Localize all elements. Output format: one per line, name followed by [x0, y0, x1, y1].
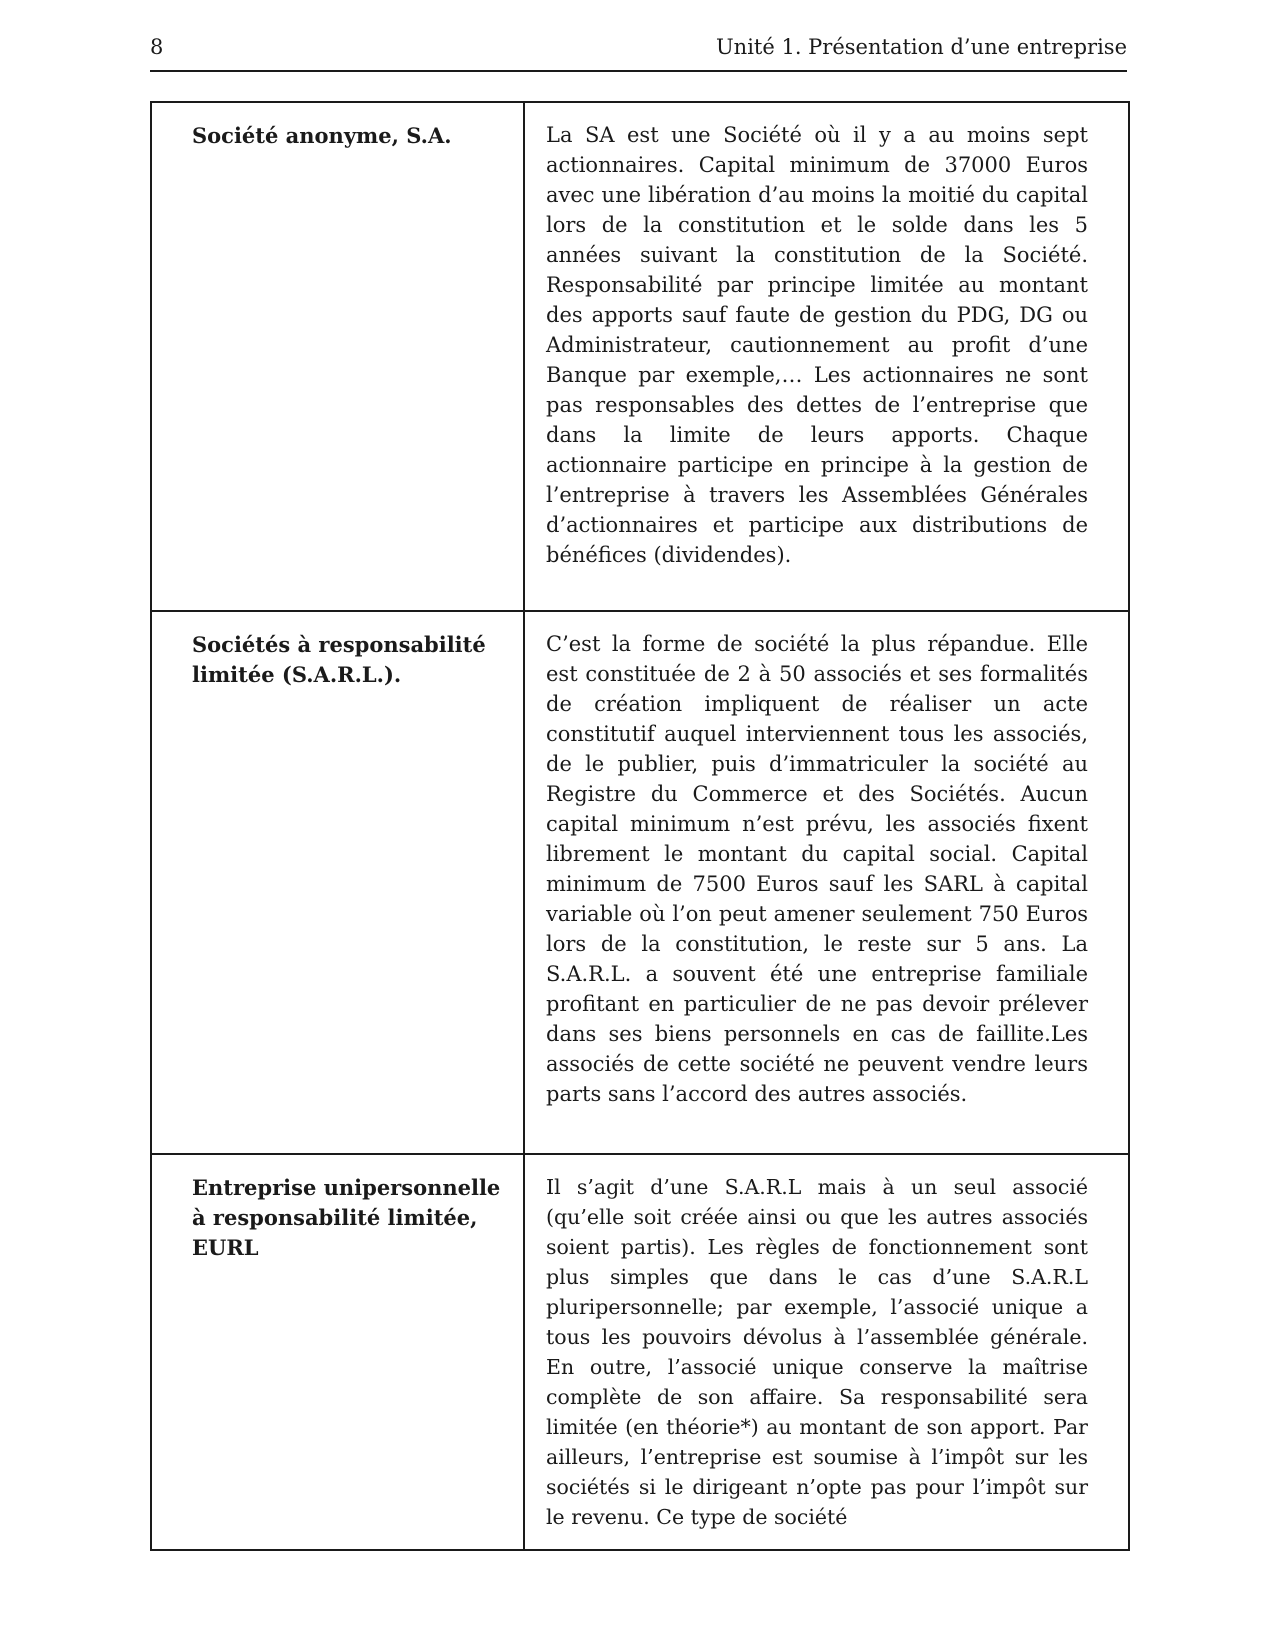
form-description: La SA est une Société où il y a au moins sept actionnaires. Capital minimum de 37000 Euros avec une libération d’au moins la moitié du capital lors de la constitution et le solde dans les 5 années suivant la constitution de la Société. Responsabilité par principe limitée au montant des apports sauf faute de gestion du PDG, DG ou Administrateur, cautionnement au profit d’une Banque par exemple,… Les actionnaires ne sont pas responsables des dettes de l’entreprise que dans la limite de leurs apports. Chaque actionnaire participe en principe à la gestion de l’entreprise à travers les Assemblées Générales d’actionnaires et participe aux distributions de bénéfices (dividendes). [546, 123, 1088, 567]
form-description: C’est la forme de société la plus répandue. Elle est constituée de 2 à 50 associés et ses formalités de création impliquent de réaliser un acte constitutif auquel interviennent tous les associés, de le publier, puis d’immatriculer la société au Registre du Commerce et des Sociétés. Aucun capital minimum n’est prévu, les associés fixent librement le montant du capital social. Capital minimum de 7500 Euros sauf les SARL à capital variable où l’on peut amener seulement 750 Euros lors de la constitution, le reste sur 5 ans. La S.A.R.L. a souvent été une entreprise familiale profitant en particulier de ne pas devoir prélever dans ses biens personnels en cas de faillite.Les associés de cette société ne peuvent vendre leurs parts sans l’accord des autres associés. [546, 632, 1088, 1106]
table-row-eurl [151, 1154, 1129, 1550]
form-name: Société anonyme, S.A. [192, 123, 452, 148]
unit-title: Unité 1. Présentation d’une entreprise [715, 35, 1127, 59]
page-number: 8 [150, 35, 164, 59]
table-row-sarl [151, 611, 1129, 1154]
form-name-cell [151, 611, 524, 1154]
form-name-cell [151, 102, 524, 611]
table-row-sa [151, 102, 1129, 611]
form-description-cell [524, 1154, 1129, 1550]
form-name: Sociétés à responsabilité limitée (S.A.R.L.). [192, 632, 486, 687]
form-description-cell [524, 611, 1129, 1154]
legal-forms-table [150, 101, 1130, 1551]
running-head [150, 34, 1127, 72]
form-description: Il s’agit d’une S.A.R.L mais à un seul associé (qu’elle soit créée ainsi ou que les autres associés soient partis). Les règles de fonctionnement sont plus simples que dans le cas d’une S.A.R.L pluripersonnelle; par exemple, l’associé unique a tous les pouvoirs dévolus à l’assemblée générale. En outre, l’associé unique conserve la maîtrise complète de son affaire. Sa responsabilité sera limitée (en théorie*) au montant de son apport. Par ailleurs, l’entreprise est soumise à l’impôt sur les sociétés si le dirigeant n’opte pas pour l’impôt sur le revenu. Ce type de société [546, 1175, 1088, 1529]
form-description-cell [524, 102, 1129, 611]
form-name: Entreprise unipersonnelle à responsabilité limitée, EURL [192, 1175, 501, 1260]
form-name-cell [151, 1154, 524, 1550]
